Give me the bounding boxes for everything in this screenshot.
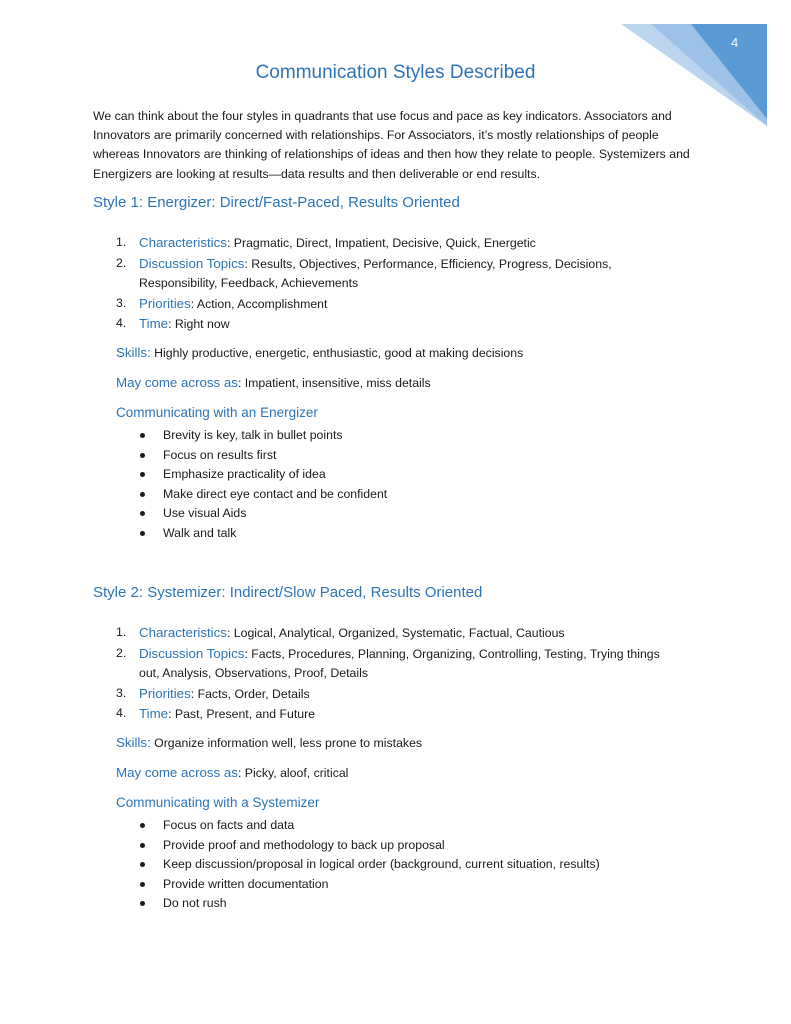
list-item: Emphasize practicality of idea xyxy=(140,465,387,485)
list-item: 2. Discussion Topics: Results, Objectives, Performance, Efficiency, Progress, Decisions, Responsibility, Feedback, Achievements xyxy=(116,255,612,290)
style-1-attributes-list xyxy=(116,233,676,335)
bullet-icon xyxy=(140,531,145,536)
bullet-icon xyxy=(140,843,145,848)
bullet-icon xyxy=(140,472,145,477)
list-item: 1. Characteristics: Pragmatic, Direct, Impatient, Decisive, Quick, Energetic xyxy=(116,235,536,250)
style-1-come-across: May come across as: Impatient, insensitive, miss details xyxy=(116,375,431,390)
bullet-icon xyxy=(140,823,145,828)
style-1-heading: Style 1: Energizer: Direct/Fast-Paced, Results Oriented xyxy=(93,194,460,211)
list-item: 3. Priorities: Facts, Order, Details xyxy=(116,685,310,701)
list-item: 3. Priorities: Action, Accomplishment xyxy=(116,295,328,311)
bullet-icon xyxy=(140,882,145,887)
style-2-communicating-list xyxy=(140,816,600,914)
page-number: 4 xyxy=(731,35,739,50)
style-2-skills: Skills: Organize information well, less prone to mistakes xyxy=(116,735,423,750)
bullet-icon xyxy=(140,901,145,906)
bullet-icon xyxy=(140,433,145,438)
list-item: Brevity is key, talk in bullet points xyxy=(140,426,387,446)
list-item: Focus on results first xyxy=(140,446,387,466)
bullet-icon xyxy=(140,453,145,458)
style-1-skills: Skills: Highly productive, energetic, enthusiastic, good at making decisions xyxy=(116,345,524,360)
style-2-come-across: May come across as: Picky, aloof, critical xyxy=(116,765,349,780)
list-item: 2. Discussion Topics: Facts, Procedures, Planning, Organizing, Controlling, Testing, Trying things out, Analysis, Observations, Proof, Details xyxy=(116,645,660,680)
page-title: Communication Styles Described xyxy=(255,62,536,83)
list-item: Provide written documentation xyxy=(140,875,600,895)
bullet-icon xyxy=(140,492,145,497)
list-item: Keep discussion/proposal in logical order (background, current situation, results) xyxy=(140,855,600,875)
bullet-icon xyxy=(140,862,145,867)
list-item: 4. Time: Right now xyxy=(116,316,230,331)
style-2-attributes-list xyxy=(116,623,676,725)
intro-paragraph: We can think about the four styles in quadrants that use focus and pace as key indicators. Associators and Innovators are primarily concerned with relationships. For Associators, it’s mostly relationships of people whereas Innovators are thinking of relationships of ideas and then how they relate to people. Systemizers and Energizers are looking at results—data results and then deliverable or end results. xyxy=(93,109,690,181)
style-1-communicating-list xyxy=(140,426,387,543)
list-item: Use visual Aids xyxy=(140,504,387,524)
list-item: Provide proof and methodology to back up proposal xyxy=(140,836,600,856)
list-item: Do not rush xyxy=(140,894,600,914)
list-item: Make direct eye contact and be confident xyxy=(140,485,387,505)
style-2-heading: Style 2: Systemizer: Indirect/Slow Paced, Results Oriented xyxy=(93,584,483,601)
list-item: Walk and talk xyxy=(140,524,387,544)
bullet-icon xyxy=(140,511,145,516)
list-item: Focus on facts and data xyxy=(140,816,600,836)
style-1-communicating-heading: Communicating with an Energizer xyxy=(116,405,318,420)
list-item: 4. Time: Past, Present, and Future xyxy=(116,706,316,721)
style-2-communicating-heading: Communicating with a Systemizer xyxy=(116,795,320,810)
list-item: 1. Characteristics: Logical, Analytical, Organized, Systematic, Factual, Cautious xyxy=(116,625,565,640)
